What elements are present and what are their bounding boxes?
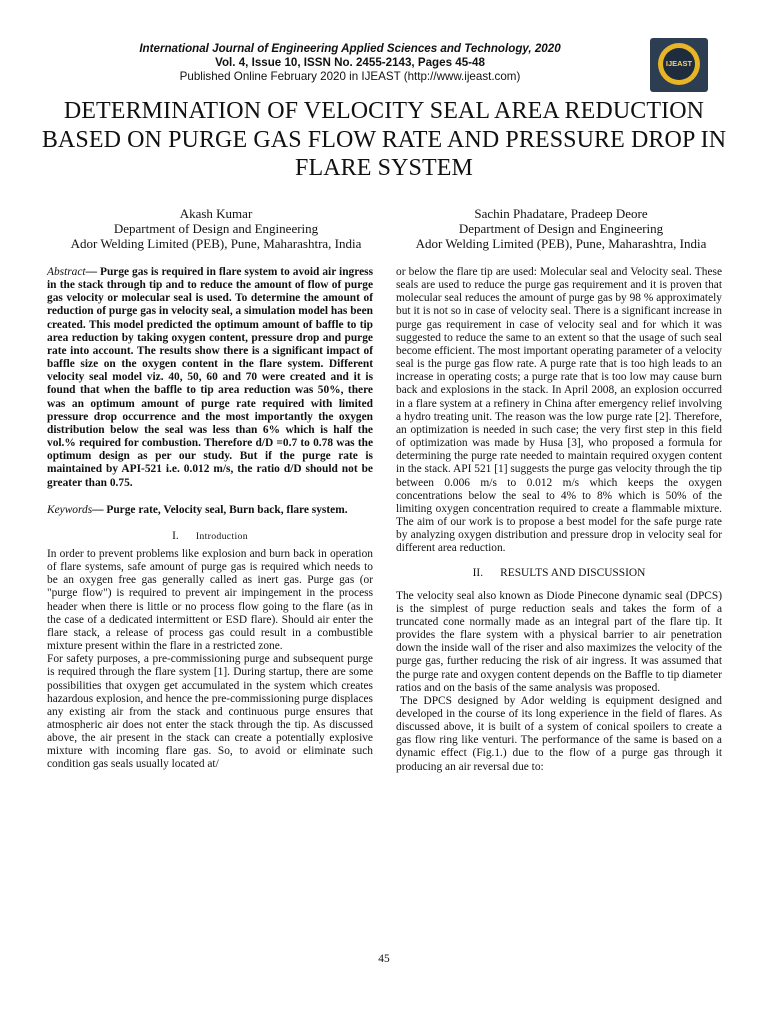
author-block-right [390,206,732,251]
logo-ring [658,43,700,85]
author-department: Department of Design and Engineering [458,221,664,236]
author-organization: Ador Welding Limited (PEB), Pune, Maharashtra, India [70,236,362,251]
author-block-left [40,206,392,251]
abstract-label: Abstract [47,266,86,278]
keywords-label: Keywords [47,503,93,516]
section-heading-introduction [47,530,373,543]
intro-paragraph-1: In order to prevent problems like explosion and burn back in operation of flare systems, safe amount of purge gas is required which needs to be an oxygen free gas generally called as inert gas. Purge gas (or "purge flow") is required to prevent air impingement in the process header when there is little or no process flow going to the flare (as in the case of a dedicated intermittent or ESD flare). Should air enter the flare stack, a release of process gas could result in a combustible mixture present within the flare in a restricted zone. [47,547,373,653]
keywords-text: — Purge rate, Velocity seal, Burn back, flare system. [92,503,348,516]
logo-text: IJEAST [663,48,695,80]
journal-name: International Journal of Engineering Applied Sciences and Technology, 2020 [139,42,561,55]
section-title: Introduction [195,530,248,542]
author-department: Department of Design and Engineering [113,221,319,236]
intro-paragraph-2: For safety purposes, a pre-commissioning purge and subsequent purge is required through the flare system [1]. During startup, there are some possibilities that oxygen get accumulated in the system which creates hazardous explosion, and hence the pre-commissioning purge displaces any existing air from the stack and continuous purge ensures that atmospheric air does not enter the stack through the tip. As discussed above, the air present in the stack can create a potentially explosive mixture with incoming flare gas. So, to avoid or eliminate such condition gas seals usually located at/ [47,653,373,771]
author-name: Sachin Phadatare, Pradeep Deore [474,206,648,221]
section-heading-results [396,567,722,580]
keywords [47,504,373,517]
results-paragraph-1: The velocity seal also known as Diode Pinecone dynamic seal (DPCS) is the simplest of purge reduction seals and takes the form of a truncated cone normally made as an integral part of the flare tip. It provides the flare system with a physical barrier to air penetration down the inside wall of the riser and also maximizes the velocity of the purge gas, further reducing the risk of air ingress. It was assumed that the purge rate and oxygen content depends on the Baffle to tip diameter ratios and on the basis of the same analysis was proposed. [396,589,723,694]
section-numeral: I. [172,529,179,542]
ijeast-logo [650,38,708,92]
results-paragraph-2: The DPCS designed by Ador welding is equipment designed and developed in the course of its long experience in the field of flares. As discussed above, it is built of a system of conical spoilers to create a gas flow ring like venturi. The performance of the same is based on a dynamic effect (Fig.1.) due to the flow of a purge gas through it producing an air reversal due to: [396,694,722,773]
paper-title: DETERMINATION OF VELOCITY SEAL AREA REDUCTION BASED ON PURGE GAS FLOW RATE AND PRESSURE DROP IN FLARE SYSTEM [41,98,727,181]
left-column [47,266,373,772]
abstract [47,266,373,490]
page-number: 45 [378,953,390,965]
journal-header [60,42,640,84]
journal-volume: Vol. 4, Issue 10, ISSN No. 2455-2143, Pages 45-48 [215,56,485,69]
author-name: Akash Kumar [179,206,253,221]
journal-published: Published Online February 2020 in IJEAST (http://www.ijeast.com) [179,70,521,83]
section-numeral: II. [472,567,484,580]
author-organization: Ador Welding Limited (PEB), Pune, Maharashtra, India [415,236,707,251]
intro-paragraph-continued: or below the flare tip are used: Molecular seal and Velocity seal. These seals are used to reduce the purge gas requirement and it is proven that molecular seal reduces the amount of purge gas by 98 % approximately but it is not so in case of velocity seal. There is a significant increase in purge gas requirement in case of velocity seal and for which it was suggested to reduce the same to an extent so that the usage of such seal become efficient. The most important operating parameter of a velocity seal is the purge gas flow rate. A purge rate that is too high leads to an increase in operating costs; a purge rate that is too low may cause burn back and explosions in the stack. In April 2008, an explosion occurred in a flare system at a refinery in China after emergency relief involving a hydro treating unit. The reason was the low purge rate [2]. Therefore, an optimization is needed in such case; the very first step in this field of optimization was made by Husa [3], who proposed a formula for determining the purge rate needed to maintain required oxygen content in the stack. API 521 [1] suggests the purge gas velocity through the tip between 0.006 m/s to 0.012 m/s which keeps the oxygen concentrations below the seal to 4% to 8% which is 50% of the limiting oxygen concentration required to create a flammable mixture. The aim of our work is to propose a best model for the safe purge rate by analyzing oxygen distribution and pressure drop in velocity seal for different area reduction. [396,266,722,555]
right-column [396,266,722,774]
abstract-text: — Purge gas is required in flare system to avoid air ingress in the stack through tip and to reduce the amount of flow of purge gas velocity or molecular seal is used. To determine the amount of reduction of purge gas in velocity seal, a simulation model has been created. This model predicted the optimum amount of baffle to tip area reduction by taking oxygen content, pressure drop and purge rate into account. The results show there is a significant impact of baffle size on the oxygen content in the flare system. Different velocity seal model viz. 40, 50, 60 and 70 were created and it is found that when the baffle to tip area reduction was 50%, there was an optimum amount of purge rate required with limited pressure drop occurrence and the most importantly the oxygen distribution below the seal was less than 6% which is half the vol.% required for combustion. Therefore d/D =0.7 to 0.78 was the optimum design as per our study. But if the purge rate is maintained by API-521 i.e. 0.012 m/s, the ratio d/D should not be greater than 0.75. [47,266,373,489]
section-title: RESULTS AND DISCUSSION [500,567,646,580]
